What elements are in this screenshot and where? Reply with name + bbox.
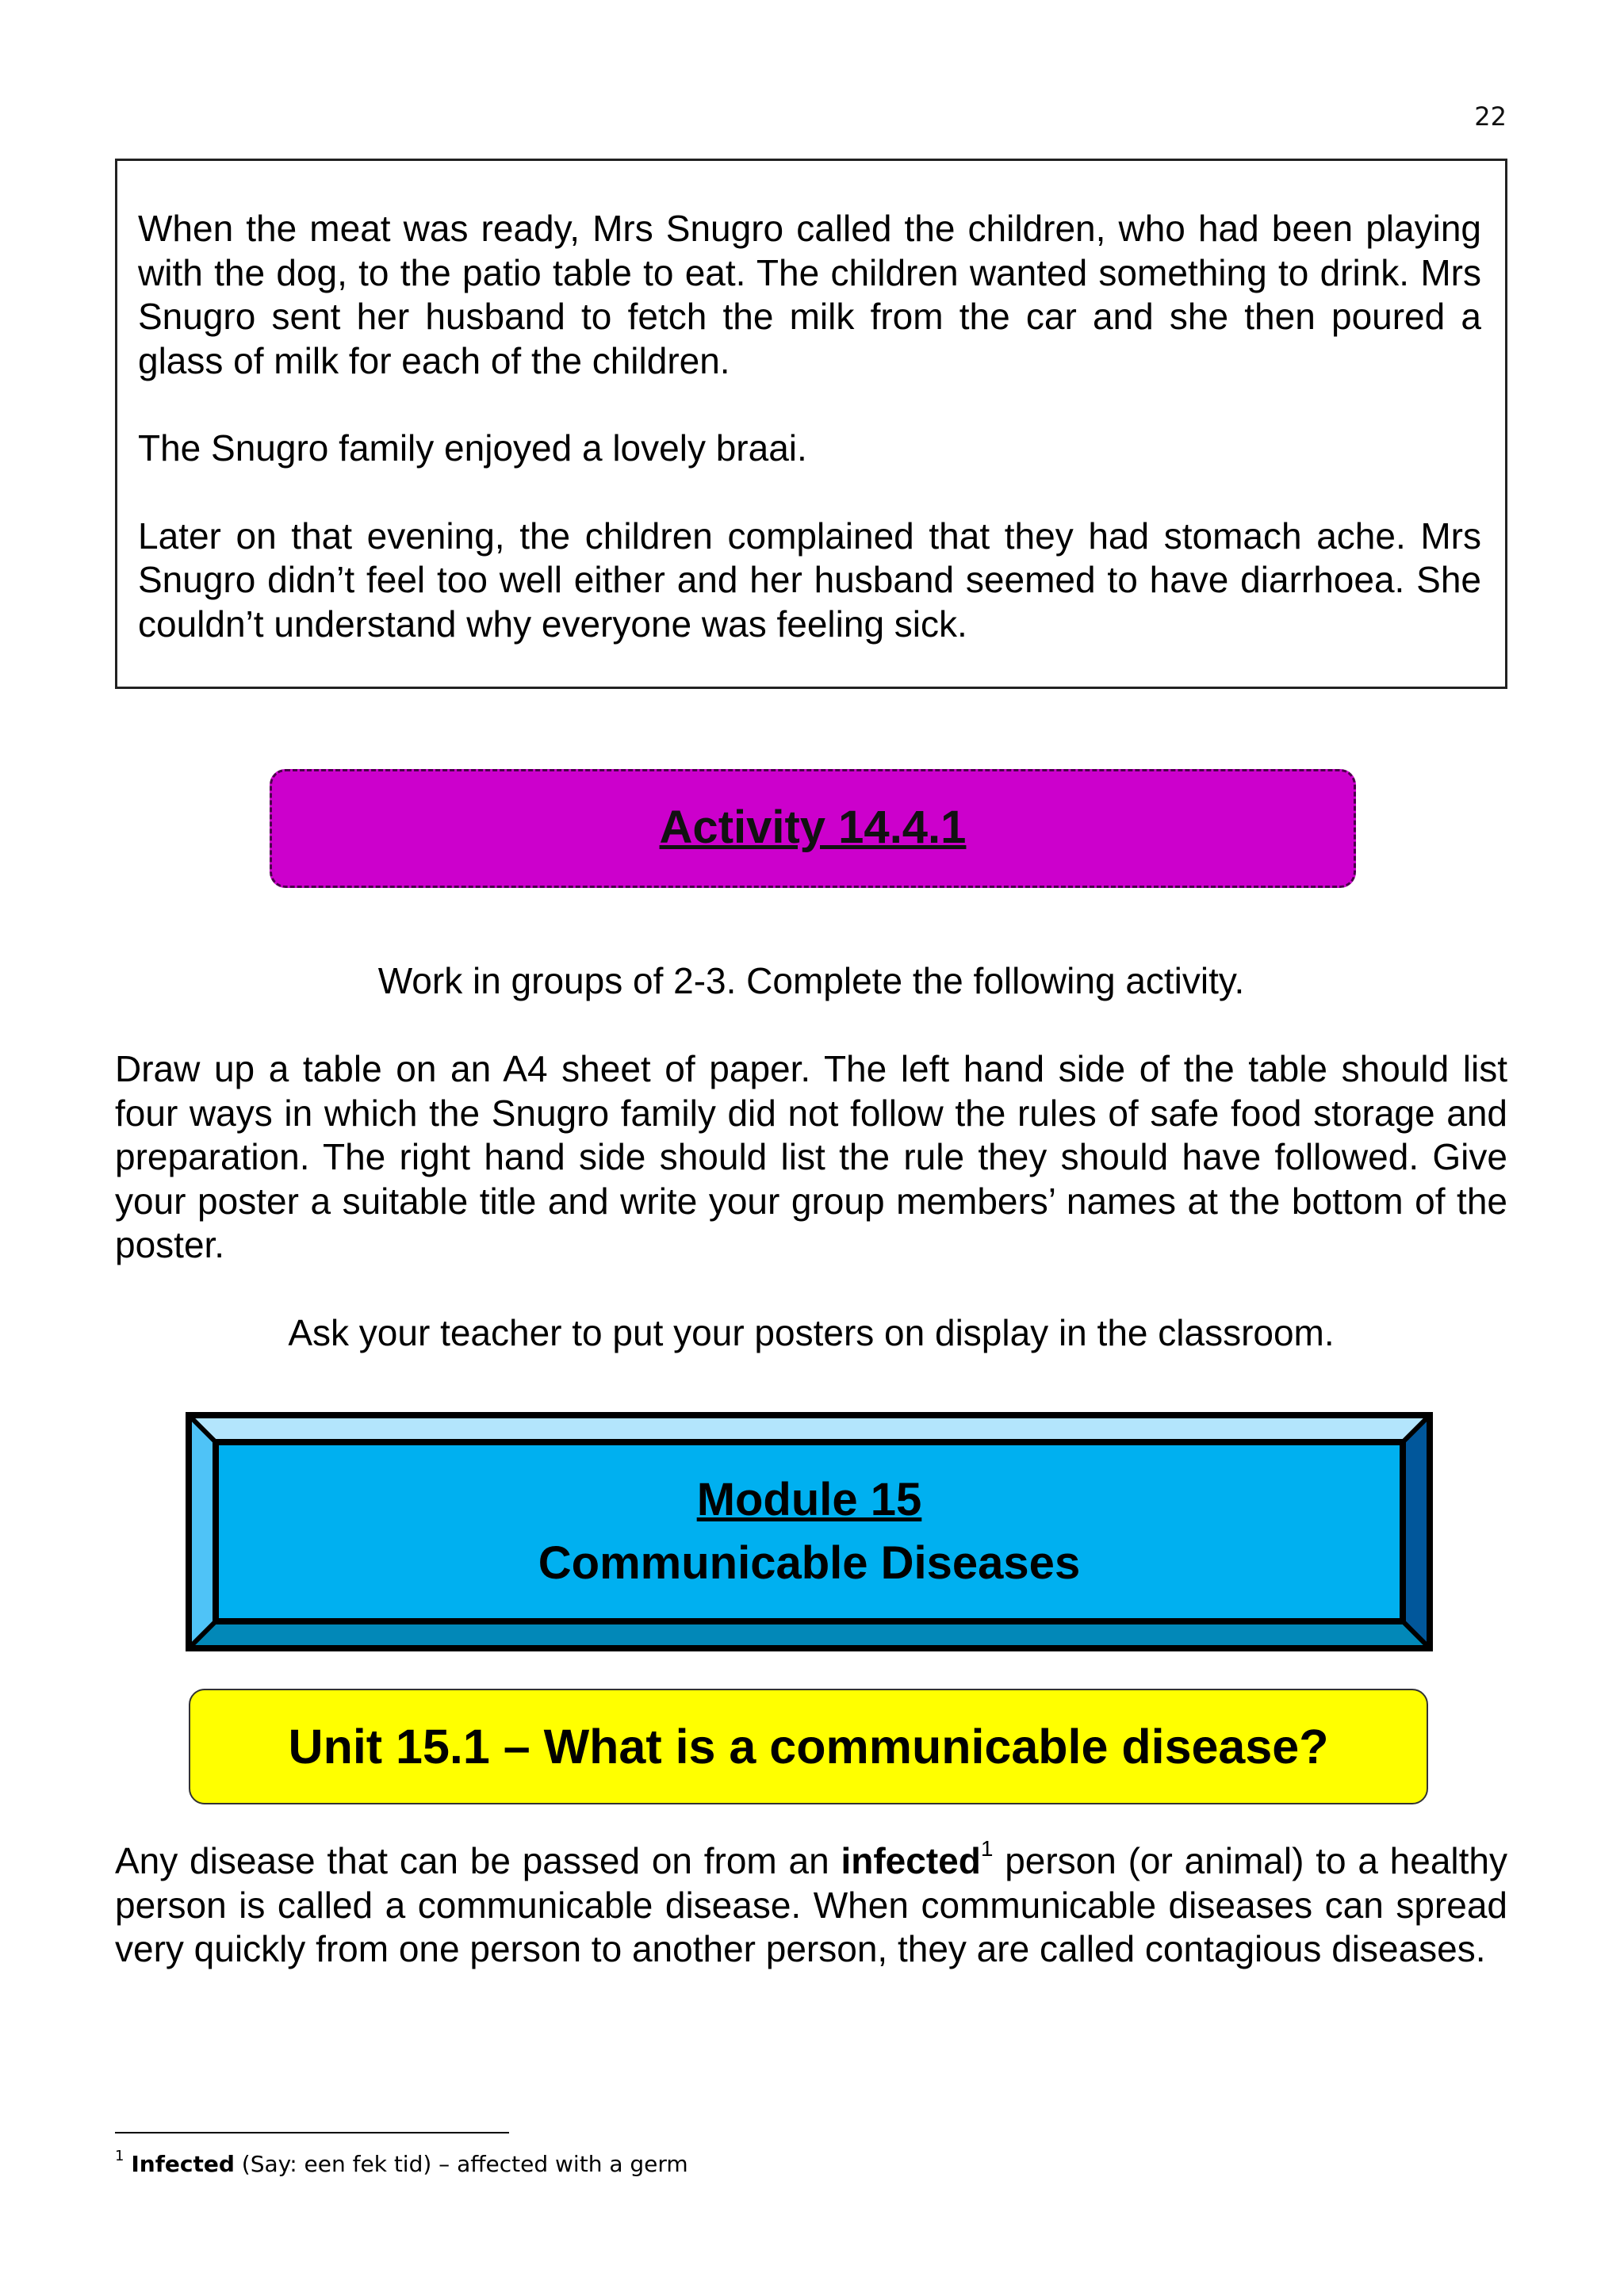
unit-body-start: Any disease that can be passed on from an <box>115 1840 841 1881</box>
activity-title: Activity 14.4.1 <box>659 801 967 853</box>
page-number: 22 <box>1474 101 1507 132</box>
unit-body <box>115 1835 1508 1972</box>
footnote-term: Infected <box>131 2151 235 2177</box>
story-paragraph-1: When the meat was ready, Mrs Snugro called the children, who had been playing with the dog, to the patio table to eat. The children wanted something to drink. Mrs Snugro sent her husband to fetch the milk from the car and she then poured a glass of milk for each of the children. <box>138 208 1481 381</box>
unit-banner <box>189 1689 1428 1804</box>
footnote-divider <box>115 2132 509 2133</box>
footnote-text: (Say: een fek tid) – affected with a germ <box>234 2151 688 2177</box>
activity-intro: Work in groups of 2-3. Complete the following activity. <box>377 960 1245 1001</box>
unit-body-end: person (or animal) to a healthy person is called a communicable disease. When communicable diseases can spread very quickly from one person to another person, they are called contagious diseases. <box>115 1840 1508 1969</box>
footnote-marker: 1 <box>115 2147 124 2164</box>
module-subtitle: Communicable Diseases <box>538 1537 1081 1589</box>
footnote-reference: 1 <box>980 1835 994 1861</box>
footnote <box>115 2147 688 2177</box>
infected-term: infected <box>841 1840 981 1881</box>
activity-instructions: Draw up a table on an A4 sheet of paper. The left hand side of the table should list four ways in which the Snugro family did not follow the rules of safe food storage and preparation. The right hand side should list the rule they should have followed. Give your poster a suitable title and write your group members’ names at the bottom of the poster. <box>115 1048 1507 1265</box>
module-heading <box>186 1412 1433 1651</box>
story-paragraph-2: The Snugro family enjoyed a lovely braai. <box>138 427 807 469</box>
module-title: Module 15 <box>696 1474 922 1525</box>
activity-banner <box>270 769 1356 888</box>
activity-closing: Ask your teacher to put your posters on display in the classroom. <box>288 1312 1335 1353</box>
unit-title: Unit 15.1 – What is a communicable disease? <box>288 1720 1329 1774</box>
story-box <box>115 159 1507 689</box>
story-paragraph-3: Later on that evening, the children complained that they had stomach ache. Mrs Snugro didn’t feel too well either and her husband seemed to have diarrhoea. She couldn’t understand why everyone was feeling sick. <box>138 515 1481 645</box>
